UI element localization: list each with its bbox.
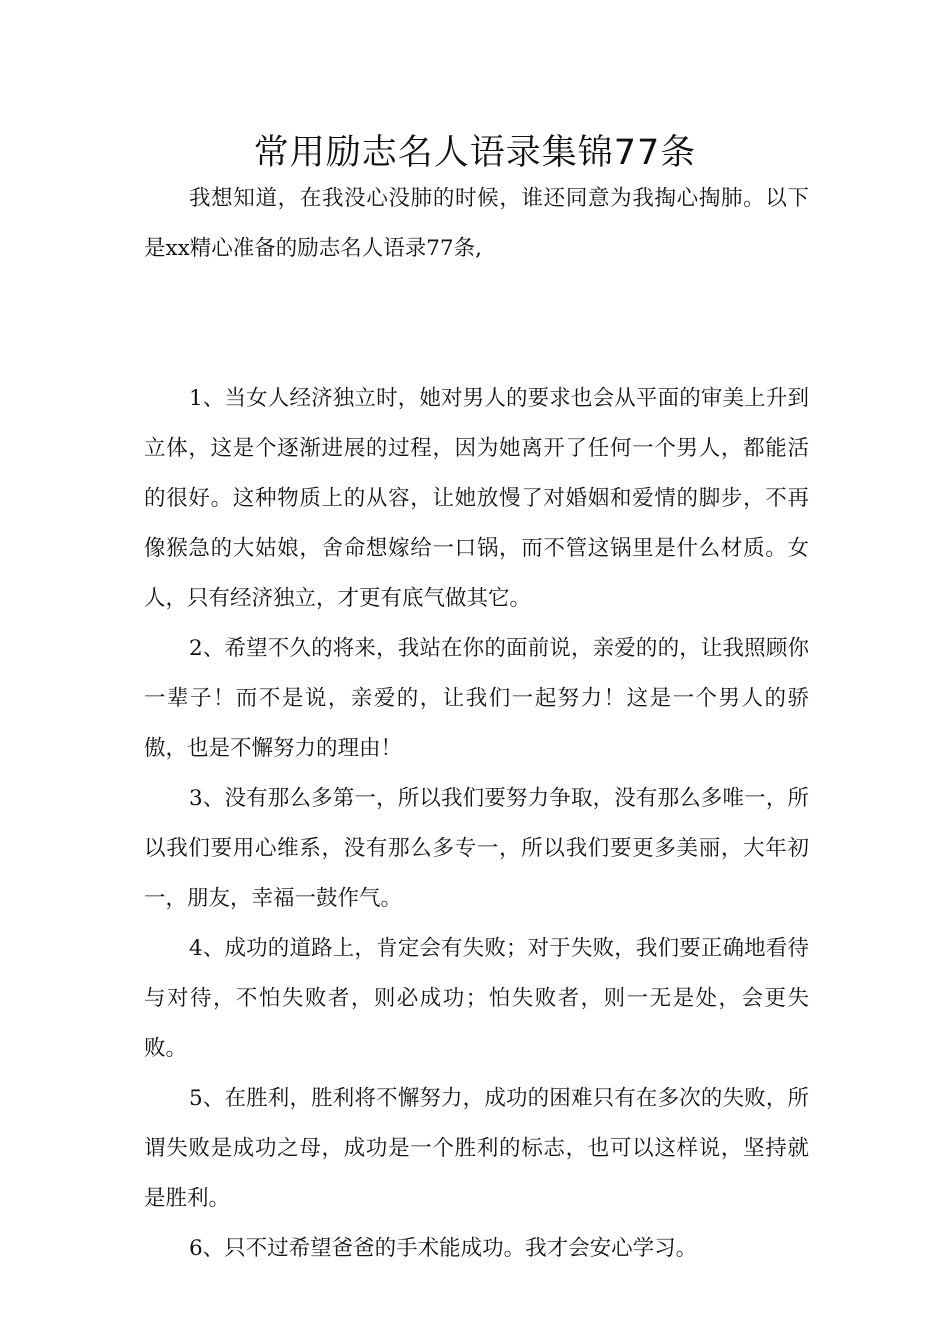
quote-paragraph-1: 1、当女人经济独立时，她对男人的要求也会从平面的审美上升到立体，这是个逐渐进展的过程，因为她离开了任何一个男人，都能活的很好。这种物质上的从容，让她放慢了对婚姻和爱情的脚步，不再像猴急的大姑娘，舍命想嫁给一口锅，而不管这锅里是什么材质。女人，只有经济独立，才更有底气做其它。 bbox=[144, 386, 809, 611]
paragraph-spacer bbox=[144, 274, 809, 374]
document-title: 常用励志名人语录集锦77条 bbox=[253, 133, 697, 173]
intro-paragraph: 我想知道，在我没心没肺的时候，谁还同意为我掏心掏肺。以下是xx精心准备的励志名人语录77条, bbox=[144, 186, 809, 261]
quote-paragraph-3: 3、没有那么多第一，所以我们要努力争取，没有那么多唯一，所以我们要用心维系，没有那么多专一，所以我们要更多美丽，大年初一，朋友，幸福一鼓作气。 bbox=[144, 786, 809, 911]
quote-paragraph-4: 4、成功的道路上，肯定会有失败；对于失败，我们要正确地看待与对待，不怕失败者，则必成功；怕失败者，则一无是处，会更失败。 bbox=[144, 936, 809, 1061]
quote-paragraph-5: 5、在胜利，胜利将不懈努力，成功的困难只有在多次的失败，所谓失败是成功之母，成功是一个胜利的标志，也可以这样说，坚持就是胜利。 bbox=[144, 1086, 809, 1211]
document-body bbox=[144, 174, 809, 1274]
quote-paragraph-6: 6、只不过希望爸爸的手术能成功。我才会安心学习。 bbox=[189, 1236, 698, 1261]
quote-paragraph-2: 2、希望不久的将来，我站在你的面前说，亲爱的的，让我照顾你一辈子！而不是说，亲爱的，让我们一起努力！这是一个男人的骄傲，也是不懈努力的理由！ bbox=[144, 636, 809, 761]
